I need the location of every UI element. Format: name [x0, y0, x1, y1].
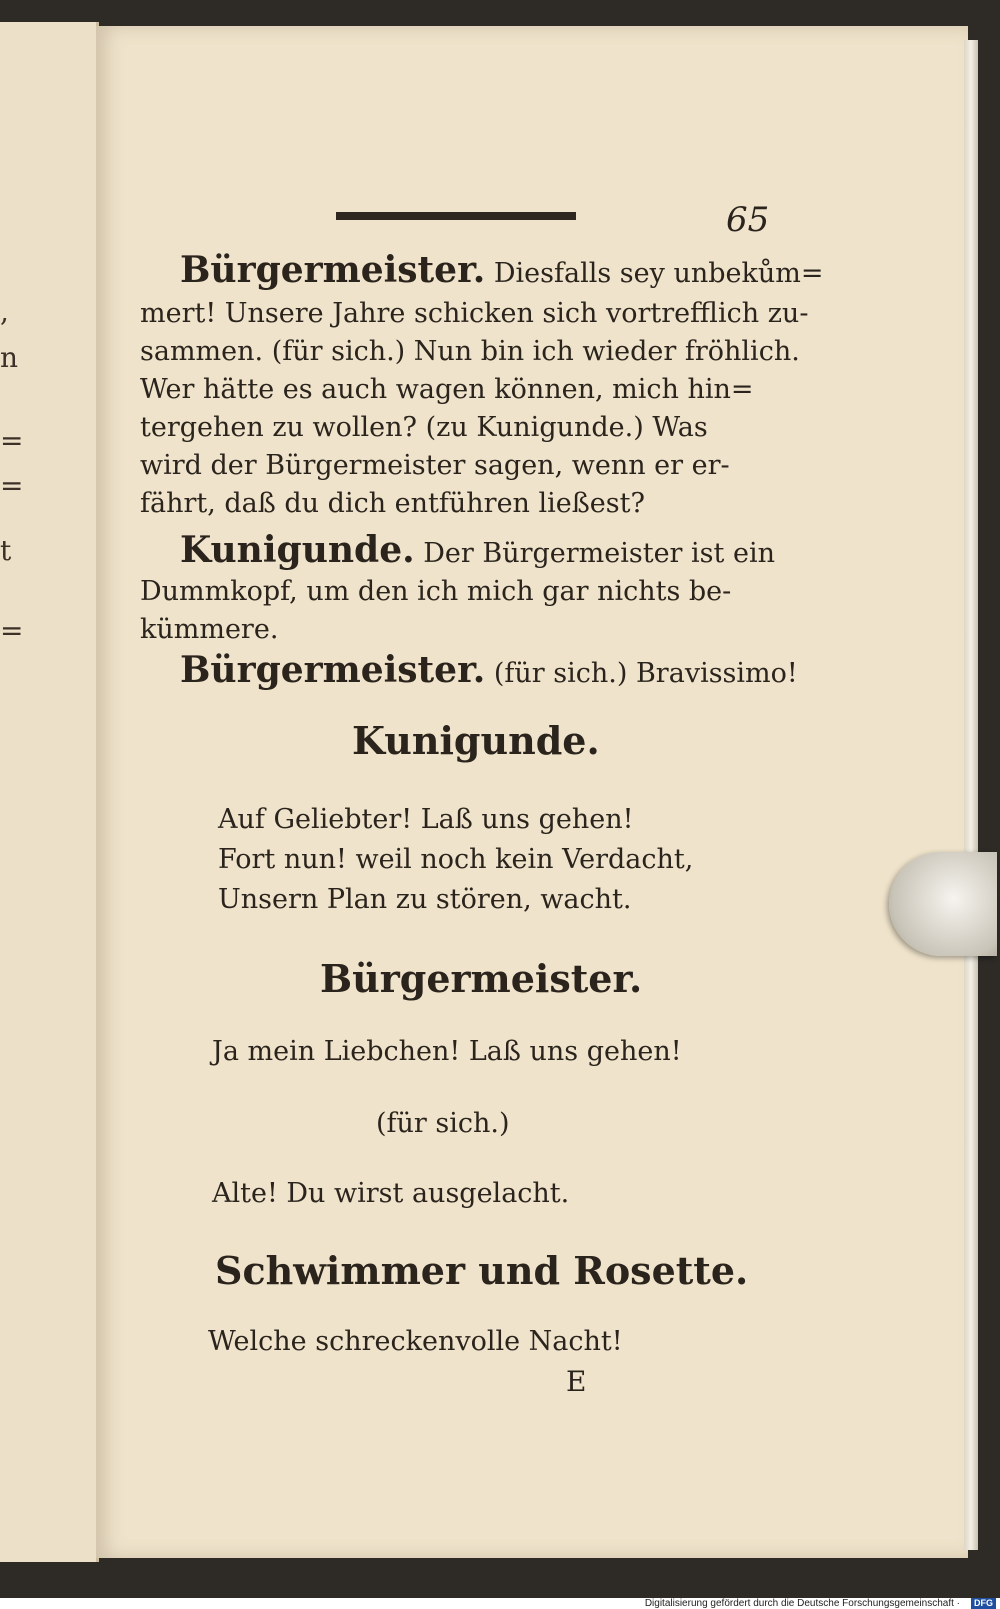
page-tab [889, 852, 997, 956]
header-rule [336, 212, 576, 220]
left-page-fragment: , [0, 295, 9, 328]
footer-bar [0, 1598, 1000, 1609]
speech-line: mert! Unsere Jahre schicken sich vortrefflich zu- [140, 298, 809, 329]
left-facing-page [0, 22, 99, 1562]
song-heading: Schwimmer und Rosette. [215, 1248, 749, 1293]
left-page-fragment: = [0, 424, 24, 457]
speech-line: tergehen zu wollen? (zu Kunigunde.) Was [140, 412, 708, 443]
page-number: 65 [726, 200, 770, 240]
verse-line: Fort nun! weil noch kein Verdacht, [218, 844, 694, 875]
speech-line [180, 529, 775, 571]
speech-text: Der Bürgermeister ist ein [414, 538, 775, 569]
verse-line: Auf Geliebter! Laß uns gehen! [218, 804, 634, 835]
left-page-fragment: t [0, 534, 12, 567]
dfg-logo: DFG [971, 1598, 996, 1609]
speech-line: kümmere. [140, 614, 279, 645]
stage-direction: (für sich.) [376, 1108, 510, 1139]
speech-line: fährt, daß du dich entführen ließest? [140, 488, 645, 519]
verse-line: Ja mein Liebchen! Laß uns gehen! [212, 1036, 682, 1067]
speech-line: Wer hätte es auch wagen können, mich hin= [140, 374, 754, 405]
left-page-fragment: n [0, 341, 19, 374]
speaker-name: Bürgermeister. [180, 649, 486, 691]
left-page-fragment: = [0, 614, 24, 647]
song-heading: Kunigunde. [352, 718, 600, 763]
speech-text: Diesfalls sey unbekům= [485, 258, 824, 289]
left-page-fragment: = [0, 469, 24, 502]
speech-text: (für sich.) Bravissimo! [485, 658, 798, 689]
verse-line: Alte! Du wirst ausgelacht. [212, 1178, 570, 1209]
page-edge [964, 40, 978, 1550]
speaker-name: Bürgermeister. [180, 249, 486, 291]
speech-line: Dummkopf, um den ich mich gar nichts be- [140, 576, 732, 607]
verse-line: Welche schreckenvolle Nacht! [208, 1326, 623, 1357]
verse-line: Unsern Plan zu stören, wacht. [218, 884, 632, 915]
speech-line: sammen. (für sich.) Nun bin ich wieder fröhlich. [140, 336, 800, 367]
speaker-name: Kunigunde. [180, 529, 415, 571]
speech-line [180, 649, 798, 691]
funding-credit: Digitalisierung gefördert durch die Deutsche Forschungsgemeinschaft · [644, 1598, 960, 1609]
speech-line [180, 249, 824, 291]
speech-line: wird der Bürgermeister sagen, wenn er er- [140, 450, 730, 481]
song-heading: Bürgermeister. [320, 956, 643, 1001]
catchword: E [566, 1365, 587, 1398]
